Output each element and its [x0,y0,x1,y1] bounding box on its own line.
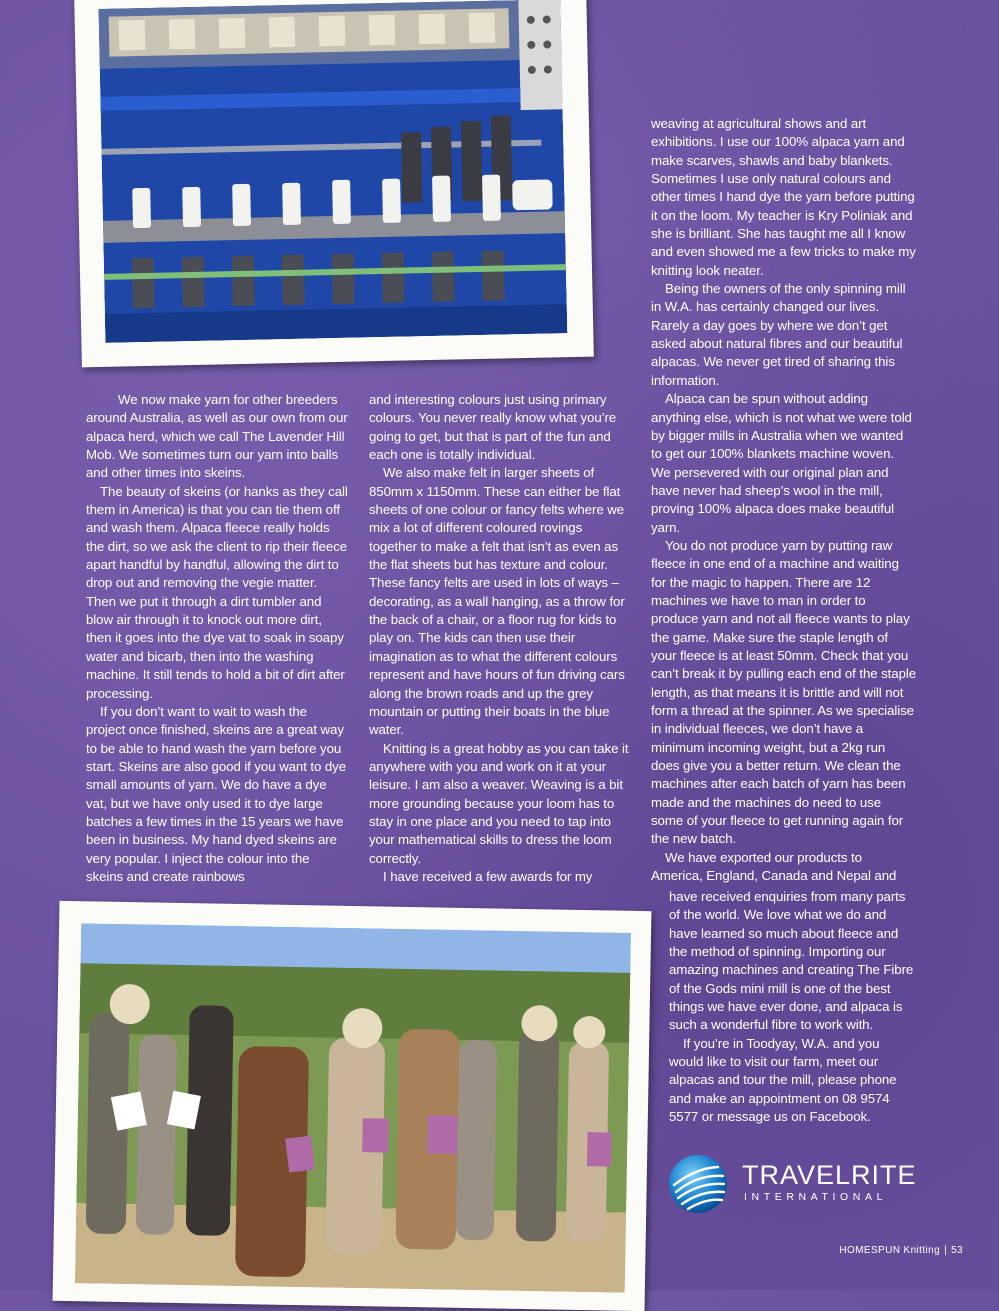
paragraph: Knitting is a great hobby as you can take it anywhere with you and work on it at your leisure. I am also a weaver. Weaving is a bit more grounding because your loom has to stay in one place and you need to tap into your mathematical skills to dress the loom correctly. [369,740,629,866]
paragraph: We now make yarn for other breeders around Australia, as well as our own from our alpaca herd, which we call The Lavender Hill Mob. We sometimes turn our yarn into balls and other times into skeins. [86,392,348,481]
paragraph: weaving at agricultural shows and art exhibitions. I use our 100% alpaca yarn and make scarves, shawls and baby blankets. Sometimes I use only natural colours and other times I hand dye the yarn before putting it on the loom. My teacher is Kry Poliniak and she is brilliant. She has taught me all I know and even showed me a few tricks to make my knitting look neater. [651,116,916,278]
paragraph: We also make felt in larger sheets of 850mm x 1150mm. These can either be flat sheets of one colour or fancy felts where we mix a lot of different coloured rovings together to make a felt that isn’t as even as the flat sheets but has texture and colour. These fancy felts are used in lots of ways – decorating, as a wall hanging, as a throw for the back of a chair, or a floor rug for kids to play on. The kids can then use their imagination as to what the different colours represent and have hours of fun driving cars along the brown roads and up the grey mountain or putting their boats in the blue water. [369,465,625,738]
knitted-alpacas-photo-frame [53,901,652,1311]
article-column-3 [651,115,916,885]
paragraph: Alpaca can be spun without adding anything else, which is not what we were told by bigger mills in Australia when we wanted to get our 100% blankets machine woven. We persevered with our original plan and have never had sheep’s wool in the mill, proving 100% alpaca does make beautiful yarn. [651,391,912,535]
spinning-machine-photo-frame [74,0,594,367]
article-column-1 [86,391,348,886]
paragraph: and interesting colours just using primary colours. You never really know what you’re going to get, but that is part of the fun and each one is totally individual. [369,392,617,463]
spinning-machine-photo [98,0,567,343]
globe-icon [668,1154,728,1214]
article-column-3-continued [669,888,917,1126]
paragraph: Being the owners of the only spinning mill in W.A. has certainly changed our lives. Rarely a day goes by where we don’t get asked about natural fibres and our beautiful alpacas. We never get tired of sharing this information. [651,281,906,388]
footer-separator: | [944,1245,948,1256]
paragraph: The beauty of skeins (or hanks as they call them in America) is that you can tie them off and wash them. Alpaca fleece really holds the dirt, so we ask the client to rip their fleece apart handful by handful, allowing the dirt to drop out and removing the vegie matter. Then we put it through a dirt tumbler and blow air through it to knock out more dirt, then it goes into the dye vat to soak in soapy water and bicarb, then into the washing machine. It still tends to hold a bit of dirt after processing. [86,483,348,701]
paragraph: If you don’t want to wait to wash the project once finished, skeins are a great way to be able to hand wash the yarn before you start. Skeins are also good if you want to dye small amounts of yarn. We do have a dye vat, but we have only used it to dye large batches a few times in the 15 years we have been in business. My hand dyed skeins are very popular. I inject the colour into the skeins and create rainbows [86,703,347,884]
article-column-2 [369,391,631,886]
knitted-alpacas-photo [75,923,631,1293]
paragraph: have received enquiries from many parts of the world. We love what we do and have learned so much about fleece and the method of spinning. Importing our amazing machines and creating The Fibre of the Gods mini mill is one of the best things we have ever done, and alpaca is such a wonderful fibre to work with. [669,889,914,1033]
paragraph: You do not produce yarn by putting raw fleece in one end of a machine and waiting for the magic to happen. There are 12 machines we have to man in order to produce yarn and not all fleece wants to play the game. Make sure the staple length of your fleece is at least 50mm. Check that you can’t break it by pulling each end of the staple length, as that means it is brittle and will not form a thread at the spinner. As we specialise in individual fleeces, we don’t have a minimum incoming weight, but a 2kg run does give you a better return. We clean the machines after each batch of yarn has been made and the machines do need to use some of your fleece to get running again for the new batch. [651,537,917,847]
paragraph: We have exported our products to America, England, Canada and Nepal and [651,849,897,884]
magazine-name: HOMESPUN Knitting [839,1245,941,1256]
page-number: 53 [951,1245,963,1256]
page-footer [839,1245,963,1256]
paragraph: I have received a few awards for my [383,868,593,884]
logo-subtitle: INTERNATIONAL [744,1191,888,1203]
travelrite-logo [668,1154,917,1216]
paragraph: If you’re in Toodyay, W.A. and you would like to visit our farm, meet our alpacas and tour the mill, please phone and make an appointment on 08 9574 5577 or message us on Facebook. [669,1035,897,1125]
logo-wordmark: TRAVELRITE [742,1160,917,1190]
